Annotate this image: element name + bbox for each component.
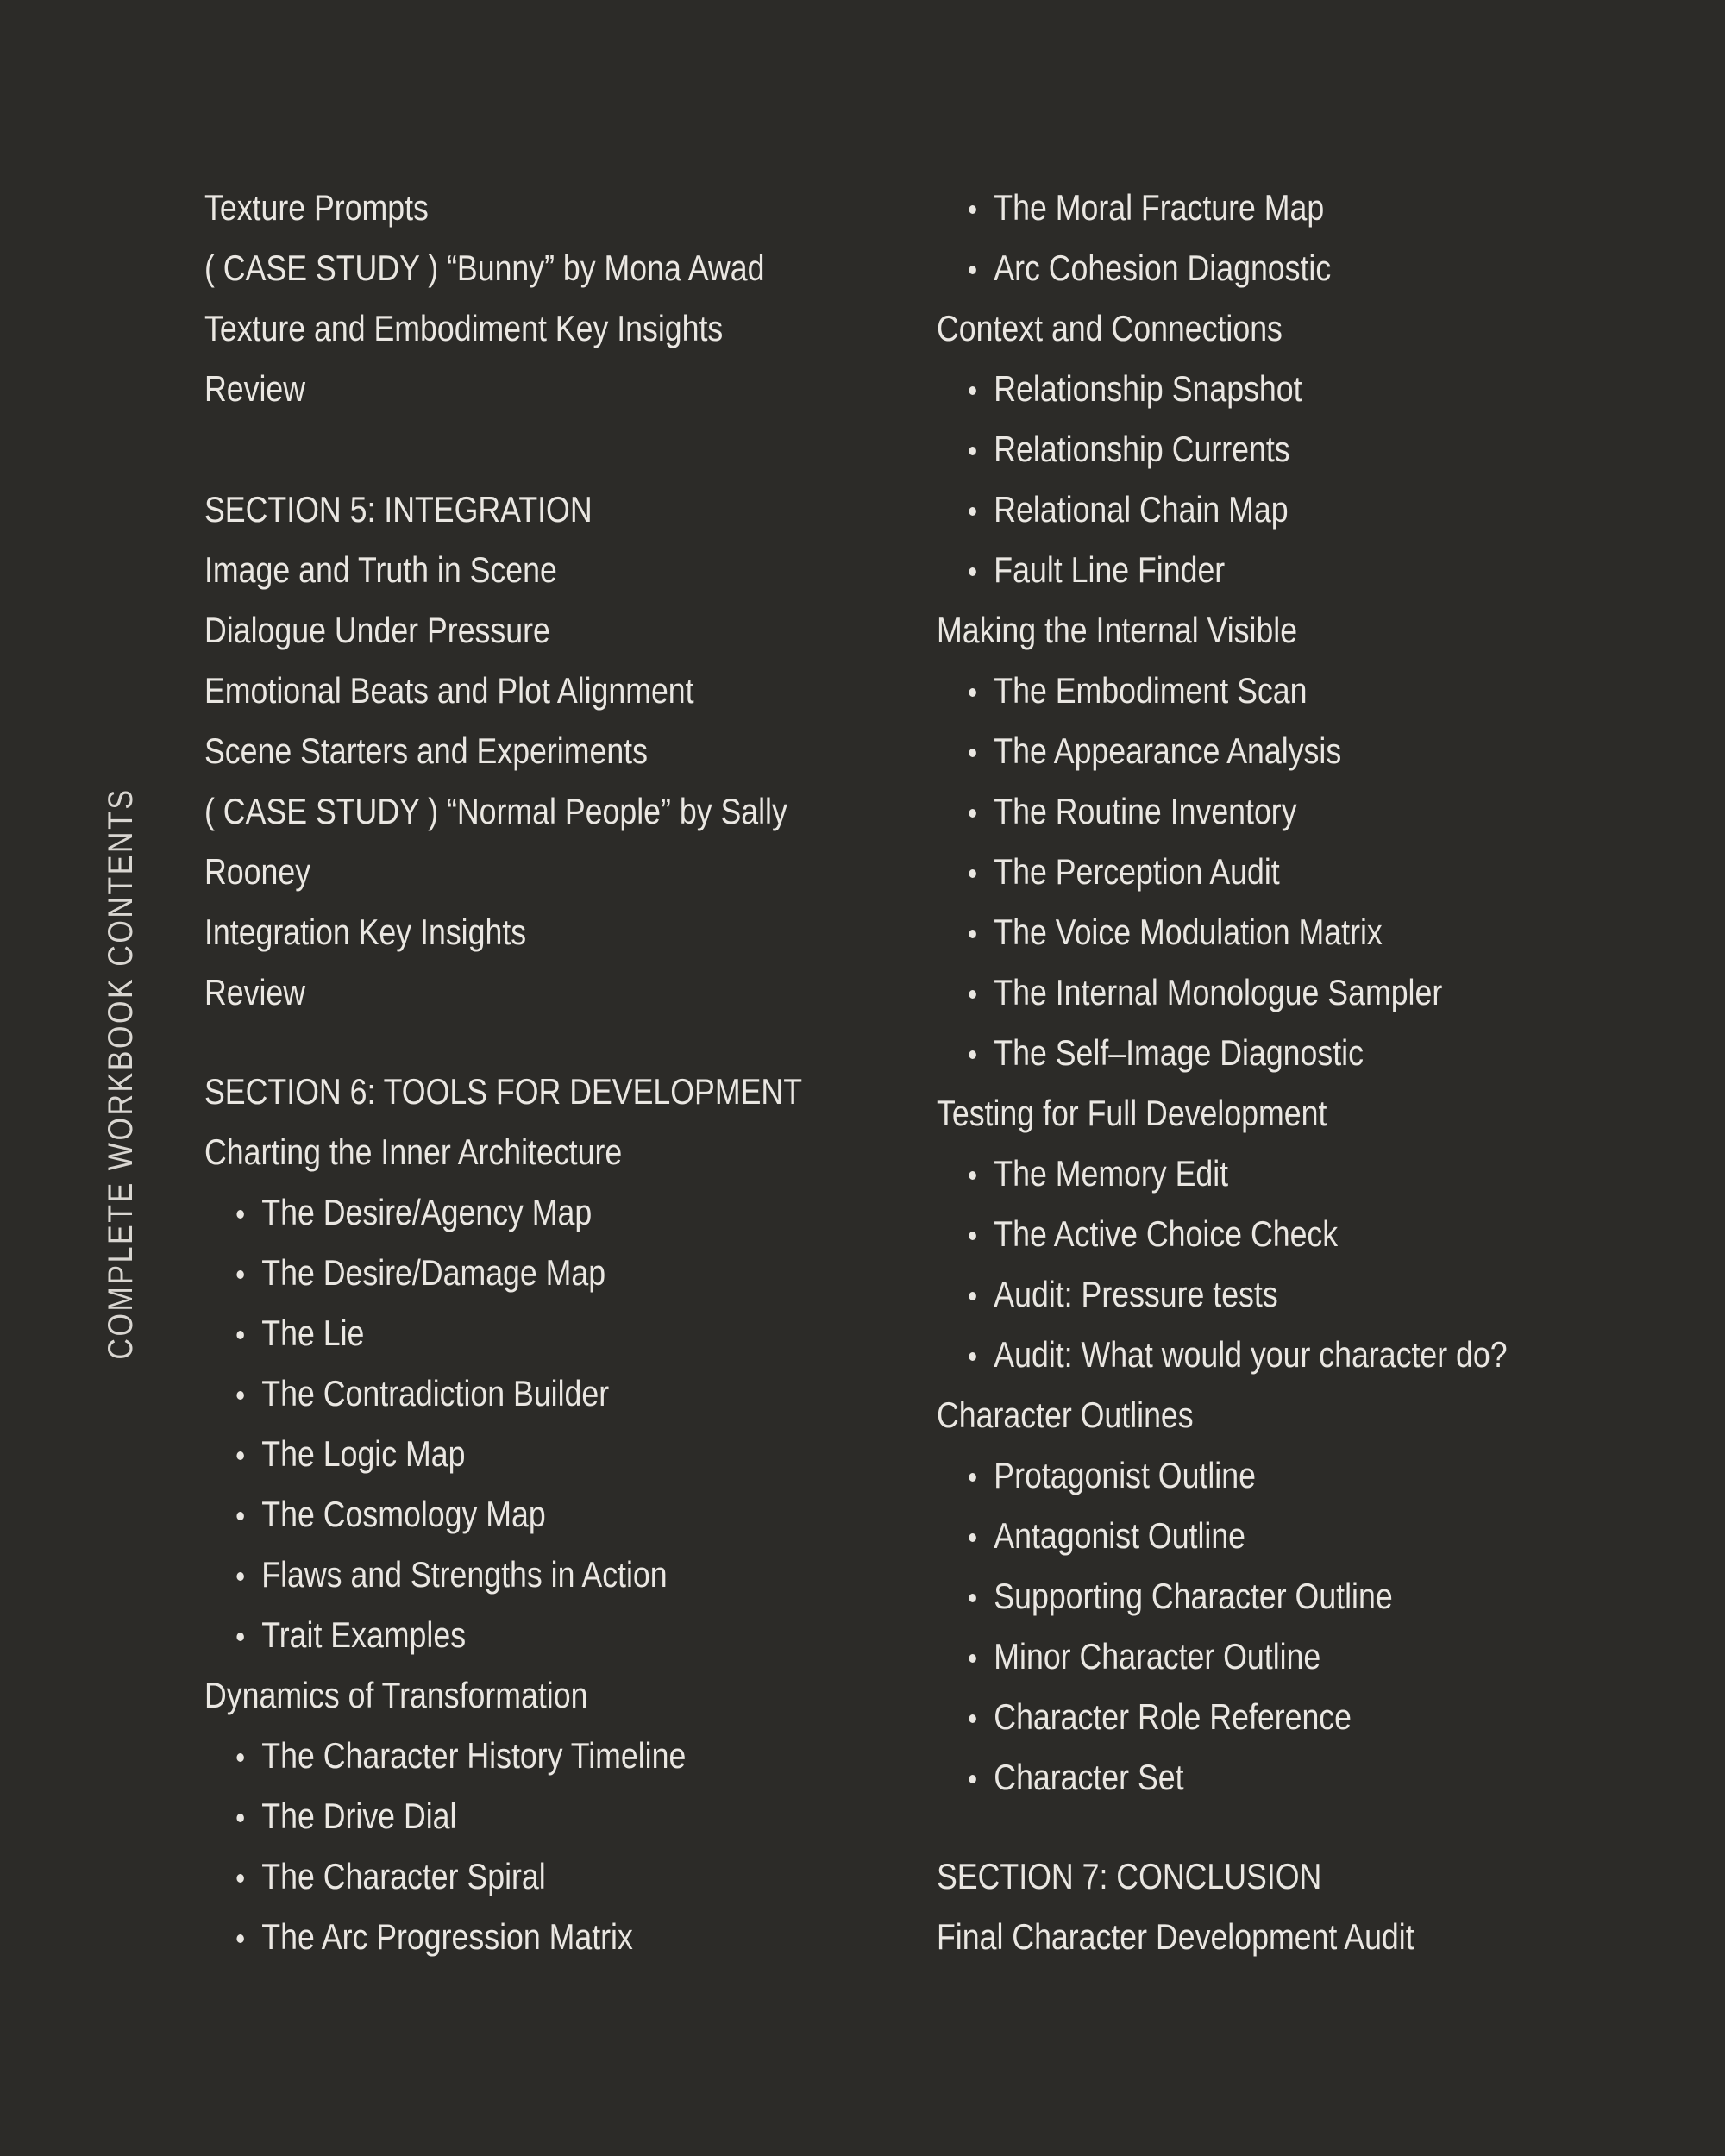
toc-entry-label: Integration Key Insights xyxy=(204,912,527,952)
toc-chapter-line xyxy=(204,1122,835,1182)
bullet-dot-icon xyxy=(236,1814,244,1822)
bullet-dot-icon xyxy=(969,1292,976,1300)
toc-bullet-item xyxy=(937,178,1596,238)
bullet-dot-icon xyxy=(236,1391,244,1400)
toc-entry-label: Final Character Development Audit xyxy=(937,1916,1414,1957)
toc-entry-label: Context and Connections xyxy=(937,308,1283,348)
toc-chapter-line xyxy=(937,1907,1596,1967)
toc-entry-label: The Internal Monologue Sampler xyxy=(994,972,1443,1012)
toc-chapter-line xyxy=(204,600,835,661)
toc-bullet-item xyxy=(937,781,1596,842)
toc-column-left xyxy=(204,178,946,1967)
toc-entry-label: The Perception Audit xyxy=(994,851,1280,892)
bullet-dot-icon xyxy=(969,1594,976,1602)
toc-entry-label: The Routine Inventory xyxy=(994,791,1297,831)
toc-bullet-item xyxy=(204,1182,835,1243)
toc-bullet-item xyxy=(937,1445,1596,1506)
toc-bullet-item xyxy=(937,1325,1596,1385)
toc-bullet-item xyxy=(937,1144,1596,1204)
toc-bullet-item xyxy=(204,1424,835,1484)
toc-entry-label: Emotional Beats and Plot Alignment xyxy=(204,670,694,711)
toc-chapter-line xyxy=(204,1665,835,1726)
bullet-dot-icon xyxy=(969,266,976,274)
toc-bullet-item xyxy=(937,1747,1596,1808)
toc-entry-label: Audit: Pressure tests xyxy=(994,1274,1278,1314)
bullet-dot-icon xyxy=(969,447,976,455)
toc-chapter-line xyxy=(204,902,835,962)
toc-entry-label: Relationship Currents xyxy=(994,429,1290,469)
toc-entry-label: Trait Examples xyxy=(261,1614,467,1655)
bullet-dot-icon xyxy=(236,1210,244,1219)
bullet-dot-icon xyxy=(969,1775,976,1783)
toc-entry-label: Character Set xyxy=(994,1757,1184,1797)
toc-entry-label: Supporting Character Outline xyxy=(994,1576,1393,1616)
vertical-page-label-text: COMPLETE WORKBOOK CONTENTS xyxy=(102,787,140,1360)
bullet-dot-icon xyxy=(236,1270,244,1279)
toc-entry-label: The Desire/Damage Map xyxy=(261,1252,606,1293)
toc-chapter-line xyxy=(204,842,835,902)
toc-entry-label: Antagonist Outline xyxy=(994,1515,1246,1556)
toc-entry-label: Flaws and Strengths in Action xyxy=(261,1554,668,1595)
toc-entry-label: Dynamics of Transformation xyxy=(204,1675,588,1715)
bullet-dot-icon xyxy=(969,809,976,818)
toc-entry-label: Character Role Reference xyxy=(994,1696,1352,1737)
toc-chapter-line xyxy=(937,298,1596,359)
toc-entry-label: Charting the Inner Architecture xyxy=(204,1131,623,1172)
toc-chapter-line xyxy=(204,298,835,359)
bullet-dot-icon xyxy=(969,386,976,395)
bullet-dot-icon xyxy=(969,567,976,576)
toc-entry-label: Dialogue Under Pressure xyxy=(204,610,550,650)
toc-section-heading xyxy=(204,479,835,540)
toc-chapter-line xyxy=(204,781,835,842)
bullet-dot-icon xyxy=(969,1533,976,1542)
toc-entry-label: Review xyxy=(204,368,306,409)
toc-entry-label: SECTION 5: INTEGRATION xyxy=(204,489,593,530)
toc-bullet-item xyxy=(937,1264,1596,1325)
toc-entry-label: SECTION 7: CONCLUSION xyxy=(937,1856,1322,1896)
toc-entry-label: Texture Prompts xyxy=(204,187,429,228)
toc-bullet-item xyxy=(204,1786,835,1846)
toc-entry-label: The Contradiction Builder xyxy=(261,1373,610,1413)
toc-bullet-item xyxy=(204,1484,835,1545)
toc-column-left-content xyxy=(204,178,835,1967)
toc-chapter-line xyxy=(204,661,835,721)
toc-entry-label: The Drive Dial xyxy=(261,1796,457,1836)
toc-entry-label: Character Outlines xyxy=(937,1395,1194,1435)
bullet-dot-icon xyxy=(236,1512,244,1520)
toc-bullet-item xyxy=(937,238,1596,298)
bullet-dot-icon xyxy=(969,990,976,999)
bullet-dot-icon xyxy=(969,1352,976,1361)
bullet-dot-icon xyxy=(969,1654,976,1663)
toc-entry-label: The Embodiment Scan xyxy=(994,670,1308,711)
toc-entry-label: The Logic Map xyxy=(261,1433,466,1474)
toc-chapter-line xyxy=(204,178,835,238)
toc-entry-label: The Moral Fracture Map xyxy=(994,187,1325,228)
toc-entry-label: The Appearance Analysis xyxy=(994,730,1342,771)
toc-chapter-line xyxy=(937,600,1596,661)
toc-entry-label: The Active Choice Check xyxy=(994,1213,1339,1254)
toc-bullet-item xyxy=(937,661,1596,721)
toc-entry-label: The Desire/Agency Map xyxy=(261,1192,593,1232)
toc-bullet-item xyxy=(937,540,1596,600)
toc-entry-label: Making the Internal Visible xyxy=(937,610,1298,650)
toc-chapter-line xyxy=(204,962,835,1023)
toc-column-right-content xyxy=(937,178,1596,1967)
toc-entry-label: Protagonist Outline xyxy=(994,1455,1256,1495)
bullet-dot-icon xyxy=(969,1232,976,1240)
toc-entry-label: ( CASE STUDY ) “Normal People” by Sally xyxy=(204,791,787,831)
toc-bullet-item xyxy=(937,1626,1596,1687)
toc-bullet-item xyxy=(204,1846,835,1907)
toc-chapter-line xyxy=(204,540,835,600)
toc-entry-label: Relationship Snapshot xyxy=(994,368,1302,409)
toc-bullet-item xyxy=(937,962,1596,1023)
toc-entry-label: Image and Truth in Scene xyxy=(204,549,557,590)
toc-bullet-item xyxy=(204,1243,835,1303)
toc-entry-label: Review xyxy=(204,972,306,1012)
toc-bullet-item xyxy=(937,479,1596,540)
toc-entry-label: The Character Spiral xyxy=(261,1856,546,1896)
bullet-dot-icon xyxy=(969,205,976,214)
toc-entry-label: The Memory Edit xyxy=(994,1153,1229,1194)
bullet-dot-icon xyxy=(969,1473,976,1482)
toc-entry-label: The Self–Image Diagnostic xyxy=(994,1032,1364,1073)
toc-bullet-item xyxy=(937,1506,1596,1566)
bullet-dot-icon xyxy=(236,1874,244,1883)
toc-entry-label: The Lie xyxy=(261,1313,365,1353)
toc-bullet-item xyxy=(937,1023,1596,1083)
bullet-dot-icon xyxy=(236,1451,244,1460)
toc-entry-label: The Voice Modulation Matrix xyxy=(994,912,1383,952)
toc-entry-label: Arc Cohesion Diagnostic xyxy=(994,248,1332,288)
toc-entry-label: The Character History Timeline xyxy=(261,1735,687,1776)
toc-entry-label: The Cosmology Map xyxy=(261,1494,546,1534)
toc-bullet-item xyxy=(937,842,1596,902)
bullet-dot-icon xyxy=(969,1171,976,1180)
toc-section-heading xyxy=(937,1846,1596,1907)
toc-bullet-item xyxy=(937,721,1596,781)
toc-entry-label: Audit: What would your character do? xyxy=(994,1334,1508,1375)
toc-entry-label: The Arc Progression Matrix xyxy=(261,1916,633,1957)
bullet-dot-icon xyxy=(969,688,976,697)
toc-bullet-item xyxy=(937,902,1596,962)
toc-entry-label: Testing for Full Development xyxy=(937,1093,1327,1133)
toc-bullet-item xyxy=(204,1545,835,1605)
toc-entry-label: SECTION 6: TOOLS FOR DEVELOPMENT xyxy=(204,1071,803,1112)
toc-chapter-line xyxy=(204,359,835,419)
toc-entry-label: Fault Line Finder xyxy=(994,549,1226,590)
bullet-dot-icon xyxy=(236,1331,244,1339)
toc-entry-label: Scene Starters and Experiments xyxy=(204,730,648,771)
toc-chapter-line xyxy=(204,721,835,781)
toc-bullet-item xyxy=(937,1687,1596,1747)
bullet-dot-icon xyxy=(969,1050,976,1059)
toc-entry-label: ( CASE STUDY ) “Bunny” by Mona Awad xyxy=(204,248,765,288)
bullet-dot-icon xyxy=(969,749,976,757)
toc-chapter-line xyxy=(937,1385,1596,1445)
toc-bullet-item xyxy=(937,1566,1596,1626)
toc-entry-label: Texture and Embodiment Key Insights xyxy=(204,308,724,348)
toc-chapter-line xyxy=(204,238,835,298)
toc-entry-label: Minor Character Outline xyxy=(994,1636,1321,1677)
toc-entry-label: Rooney xyxy=(204,851,311,892)
bullet-dot-icon xyxy=(969,507,976,516)
toc-column-right xyxy=(937,178,1713,1967)
toc-bullet-item xyxy=(937,1204,1596,1264)
toc-section-heading xyxy=(204,1062,835,1122)
toc-bullet-item xyxy=(937,419,1596,479)
toc-bullet-item xyxy=(204,1907,835,1967)
bullet-dot-icon xyxy=(969,869,976,878)
bullet-dot-icon xyxy=(236,1934,244,1943)
toc-bullet-item xyxy=(204,1605,835,1665)
toc-bullet-item xyxy=(937,359,1596,419)
bullet-dot-icon xyxy=(236,1633,244,1641)
toc-bullet-item xyxy=(204,1726,835,1786)
bullet-dot-icon xyxy=(969,930,976,938)
bullet-dot-icon xyxy=(236,1572,244,1581)
toc-entry-label: Relational Chain Map xyxy=(994,489,1289,530)
toc-chapter-line xyxy=(937,1083,1596,1144)
bullet-dot-icon xyxy=(969,1714,976,1723)
bullet-dot-icon xyxy=(236,1753,244,1762)
toc-bullet-item xyxy=(204,1363,835,1424)
toc-bullet-item xyxy=(204,1303,835,1363)
